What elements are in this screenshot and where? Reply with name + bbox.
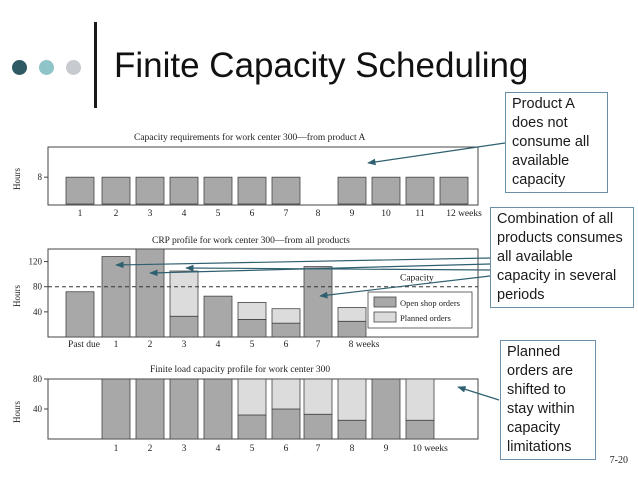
callout-product-a: Product A does not consume all available capacity: [505, 92, 608, 193]
x-tick-label: 3: [181, 340, 187, 350]
bar-open-shop: [136, 379, 164, 439]
x-tick-label: 6: [283, 340, 289, 350]
y-axis-label-2: Hours: [12, 285, 22, 307]
bar-open-shop: [102, 379, 130, 439]
bar: [204, 177, 232, 204]
bar: [136, 177, 164, 204]
bar: [66, 177, 94, 204]
bar-open-shop: [406, 420, 434, 439]
legend-label-open: Open shop orders: [400, 298, 460, 308]
chart-title-2: CRP profile for work center 300—from all products: [152, 236, 350, 246]
bar: [170, 177, 198, 204]
x-tick-label: 5: [249, 444, 255, 454]
bar-open-shop: [204, 379, 232, 439]
legend-swatch-planned: [374, 312, 396, 322]
bar-open-shop: [170, 316, 198, 337]
x-tick-label: 8: [315, 209, 321, 219]
x-tick-label: 9: [349, 209, 355, 219]
x-tick-label: 7: [315, 444, 321, 454]
slide-title: Finite Capacity Scheduling: [114, 46, 529, 85]
bar: [406, 177, 434, 204]
bar-open-shop: [238, 415, 266, 439]
x-tick-label: 3: [147, 209, 153, 219]
x-tick-label: 3: [181, 444, 187, 454]
bar-open-shop: [66, 292, 94, 337]
x-tick-label: 10 weeks: [412, 444, 448, 454]
y-tick-label: 120: [28, 256, 42, 267]
x-tick-label: 5: [215, 209, 221, 219]
callout-planned-orders: Planned orders are shifted to stay within capacity limitations: [500, 340, 596, 460]
bar: [238, 177, 266, 204]
x-tick-label: 8: [349, 444, 355, 454]
bar-planned: [272, 309, 300, 323]
x-tick-label: 1: [113, 444, 119, 454]
x-tick-label: 4: [215, 340, 221, 350]
callout-arrow: [116, 258, 490, 265]
chart-title-1: Capacity requirements for work center 300—from product A: [134, 133, 366, 143]
legend-swatch-open: [374, 297, 396, 307]
x-tick-label: 10: [381, 209, 391, 219]
bar-planned: [238, 379, 266, 415]
x-tick-label: 11: [415, 209, 425, 219]
x-tick-label: 1: [113, 340, 119, 350]
bar-open-shop: [102, 257, 130, 337]
y-tick-label: 40: [33, 404, 42, 414]
bar-open-shop: [238, 319, 266, 337]
bar: [372, 177, 400, 204]
bar-planned: [272, 379, 300, 409]
chart-title-3: Finite load capacity profile for work center 300: [150, 365, 331, 375]
bar-open-shop: [170, 379, 198, 439]
bar-open-shop: [372, 379, 400, 439]
bar-planned: [338, 307, 366, 321]
y-axis-label-1: Hours: [12, 168, 22, 190]
bar-planned: [338, 379, 366, 420]
x-tick-label: 9: [383, 444, 389, 454]
bar-planned: [406, 379, 434, 420]
bar: [272, 177, 300, 204]
x-tick-label: 12 weeks: [446, 209, 482, 219]
y-axis-label-3: Hours: [12, 401, 22, 423]
x-tick-label: 6: [249, 209, 255, 219]
bar-open-shop: [338, 321, 366, 337]
x-tick-label: 4: [181, 209, 187, 219]
bar-open-shop: [204, 296, 232, 337]
bar: [102, 177, 130, 204]
bar: [338, 177, 366, 204]
y-tick-label: 80: [33, 374, 42, 384]
bar-open-shop: [338, 420, 366, 439]
capacity-label: Capacity: [400, 273, 434, 284]
x-tick-label: 6: [283, 444, 289, 454]
y-tick-label: 80: [33, 281, 42, 292]
callout-arrow: [368, 143, 505, 163]
bar-open-shop: [136, 249, 164, 337]
bar-planned: [170, 271, 198, 316]
page-number: 7-20: [609, 455, 628, 466]
bar-open-shop: [272, 409, 300, 439]
bar: [440, 177, 468, 204]
y-tick-label: 8: [37, 172, 42, 183]
bar-open-shop: [272, 323, 300, 337]
x-tick-label: 1: [77, 209, 83, 219]
bar-open-shop: [304, 414, 332, 439]
bar-planned: [238, 302, 266, 319]
legend-label-planned: Planned orders: [400, 313, 451, 323]
x-tick-label: 2: [147, 340, 153, 350]
callout-all-products: Combination of all products consumes all available capacity in several periods: [490, 207, 634, 308]
x-tick-label: Past due: [68, 340, 100, 350]
x-tick-label: 7: [283, 209, 289, 219]
x-tick-label: 4: [215, 444, 221, 454]
x-tick-label: 2: [113, 209, 119, 219]
x-tick-label: 7: [315, 340, 321, 350]
bar-planned: [304, 379, 332, 414]
y-tick-label: 40: [33, 306, 42, 317]
x-tick-label: 5: [249, 340, 255, 350]
bar-open-shop: [304, 267, 332, 337]
x-tick-label: 2: [147, 444, 153, 454]
x-tick-label: 8 weeks: [348, 340, 380, 350]
